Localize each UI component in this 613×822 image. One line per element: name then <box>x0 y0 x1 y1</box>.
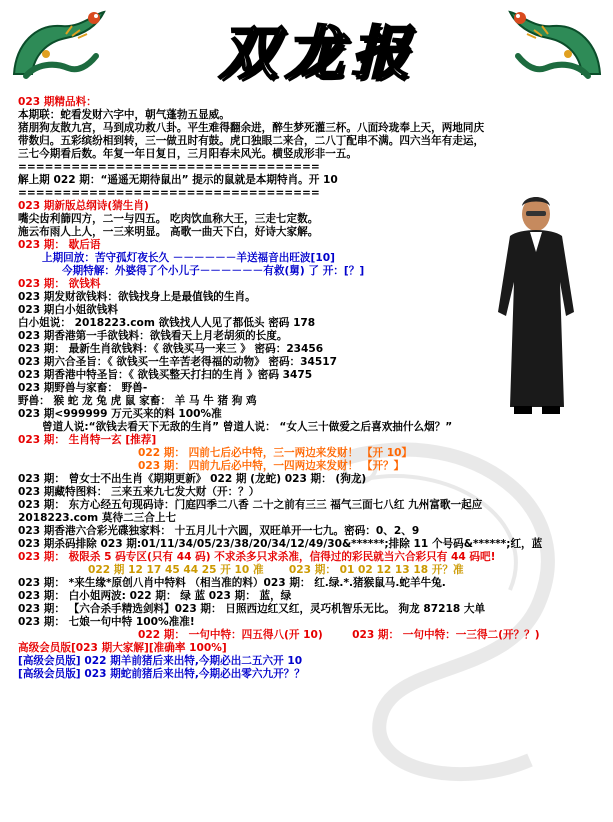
text-line: 施云布雨人上人，一三来明显。 高歌一曲天下白，好诗大家解。 <box>18 226 319 238</box>
text-line: 今期特解：外婆得了个小儿子－－－－－－有救(舅) 了 开：[？] <box>62 265 365 277</box>
section-heading: 高级会员版[023 期大家解][准确率 100%] <box>18 642 227 654</box>
text-line: 023 期香港六合彩光碟独家料： 十五月儿十六圆，双旺单开一七九。密码：0、2、9 <box>18 525 420 537</box>
text-line: 上期回放：苦守孤灯夜长久 －－－－－－羊送福音出旺波[10] <box>42 252 335 264</box>
text-line: 带数归。五彩缤纷相到转，三一做丑时有鼓。虎口独眼二来合，二八丁配串不满。四六当年有走运， <box>18 135 485 147</box>
number-line-current: 023 期： 01 02 12 13 18 开？准 <box>288 564 464 576</box>
text-line: 曾道人说:“欲钱去看天下无敌的生肖” 曾道人说： “女人三十做爱之后喜欢抽什么烟？” <box>42 421 453 433</box>
section-heading: 023 期： 欲钱料 <box>18 278 101 290</box>
number-line <box>18 564 603 577</box>
dragon-left-icon <box>6 4 111 88</box>
text-line: 023 期藏特图料： 三来五来九七发大财（开：？） <box>18 486 260 498</box>
text-line: 023 期发财欲钱料：欲钱找身上是最值钱的生肖。 <box>18 291 256 303</box>
text-line: 023 期： 曾女士不出生肖《期期更新》 022 期 (龙蛇) 023 期： (狗龙) <box>18 473 367 485</box>
one-phrase-line <box>18 629 603 642</box>
text-line: 023 期： 最新生肖欲钱料：《 欲钱买马一来三 》 密码：23456 <box>18 343 324 355</box>
page-title: 双龙报 <box>218 19 417 87</box>
one-phrase-prev: 022 期： 一句中特：四五得八(开 10) <box>138 629 323 641</box>
text-line: 2018223.com 莫待二三合上七 <box>18 512 177 524</box>
text-line: 023 期： 东方心经五句现码诗：门庭四季二八香 二十之前有三三 福气三面七八红 九州富歌一起应 <box>18 499 483 511</box>
section-heading: 023 期： 歇后语 <box>18 239 101 251</box>
text-line: 嘴尖齿利篩四方，二一与四五。 吃肉饮血称大王，三走七定数。 <box>18 213 319 225</box>
text-line: 野兽： 猴 蛇 龙 兔 虎 鼠 家畜： 羊 马 牛 猪 狗 鸡 <box>18 395 257 407</box>
text-line: 023 期： 极限杀 5 码专区(只有 44 码) 不求杀多只求杀准，信得过的彩民就当六合彩只有 44 码吧! <box>18 551 496 563</box>
text-line: 023 期： 白小姐两波: 022 期： 绿 蓝 023 期： 蓝，绿 <box>18 590 292 602</box>
text-line: 023 期<999999 万元买来的料 100%准 <box>18 408 222 420</box>
text-line: 白小姐说： 2018223.com 欲钱找人人见了都低头 密码 178 <box>18 317 316 329</box>
content-column <box>18 96 603 681</box>
text-line: 023 期杀码排除 023 期:01/11/34/05/23/38/20/34/12/49/30&******;排除 11 个号码&******;红，蓝 <box>18 538 543 550</box>
separator-line: ================================== <box>18 187 320 199</box>
number-line-prev: 022 期 12 17 45 44 25 开 10 准 <box>88 564 264 576</box>
section-heading: 023 期精品料： <box>18 96 97 108</box>
section-heading: 023 期新版总纲诗(猜生肖) <box>18 200 149 212</box>
text-line: [高级会员版] 023 期蛇前猪后来出特,今期必出零六九开？？ <box>18 668 305 680</box>
section-heading: 023 期： 生肖特一玄 [推荐] <box>18 434 157 446</box>
text-line: 本期联：蛇看发财六字中，朝气蓬勃五显威。 <box>18 109 230 121</box>
header-banner <box>0 0 613 92</box>
text-line: 023 期： 七娘一句中特 100%准准! <box>18 616 195 628</box>
dragon-right-icon <box>503 4 608 88</box>
text-line: 023 期六合圣旨：《 欲钱买一生辛苦老得福的动物》 密码：34517 <box>18 356 337 368</box>
text-line: [高级会员版] 022 期羊前猪后来出特,今期必出二五六开 10 <box>18 655 303 667</box>
text-line: 023 期香港中特圣旨：《 欲钱买整天打扫的生肖 》密码 3475 <box>18 369 313 381</box>
text-line: 023 期： *来生缘*原创八肖中特料 （相当准的料）023 期： 红.绿.*.猪猴鼠马.蛇羊牛兔. <box>18 577 446 589</box>
text-line: 023 期野兽与家畜： 野兽- <box>18 382 148 394</box>
text-line: 023 期香港第一手欲钱料：欲钱看天上月老胡须的长度。 <box>18 330 288 342</box>
text-line: 023 期： 四前九后必中特，一四两边来发财！ 【开？】 <box>138 460 405 472</box>
text-line: 022 期： 四前七后必中特，三一两边来发财！ 【开 10】 <box>138 447 413 459</box>
text-line: 猪朋狗友散九宫，马到成功救八卦。平生难得翻余进，醉生梦死灌三杯。八面玲珑奉上天，两地同庆 <box>18 122 485 134</box>
one-phrase-current: 023 期： 一句中特：一三得二(开？？) <box>352 629 540 641</box>
text-line: 023 期： 【六合杀手精选剑料】023 期： 日照西边红又红，灵巧机智乐无比。 狗龙 87218 大单 <box>18 603 486 615</box>
text-line: 三七今期看后数。年复一年日复日，三月阳春未风光。横竖成形非一五。 <box>18 148 357 160</box>
text-line: 023 期白小姐欲钱料 <box>18 304 118 316</box>
separator-line: ================================== <box>18 161 320 173</box>
text-line: 解上期 022 期：“遥遥无期待鼠出” 提示的鼠就是本期特肖。开 10 <box>18 174 338 186</box>
